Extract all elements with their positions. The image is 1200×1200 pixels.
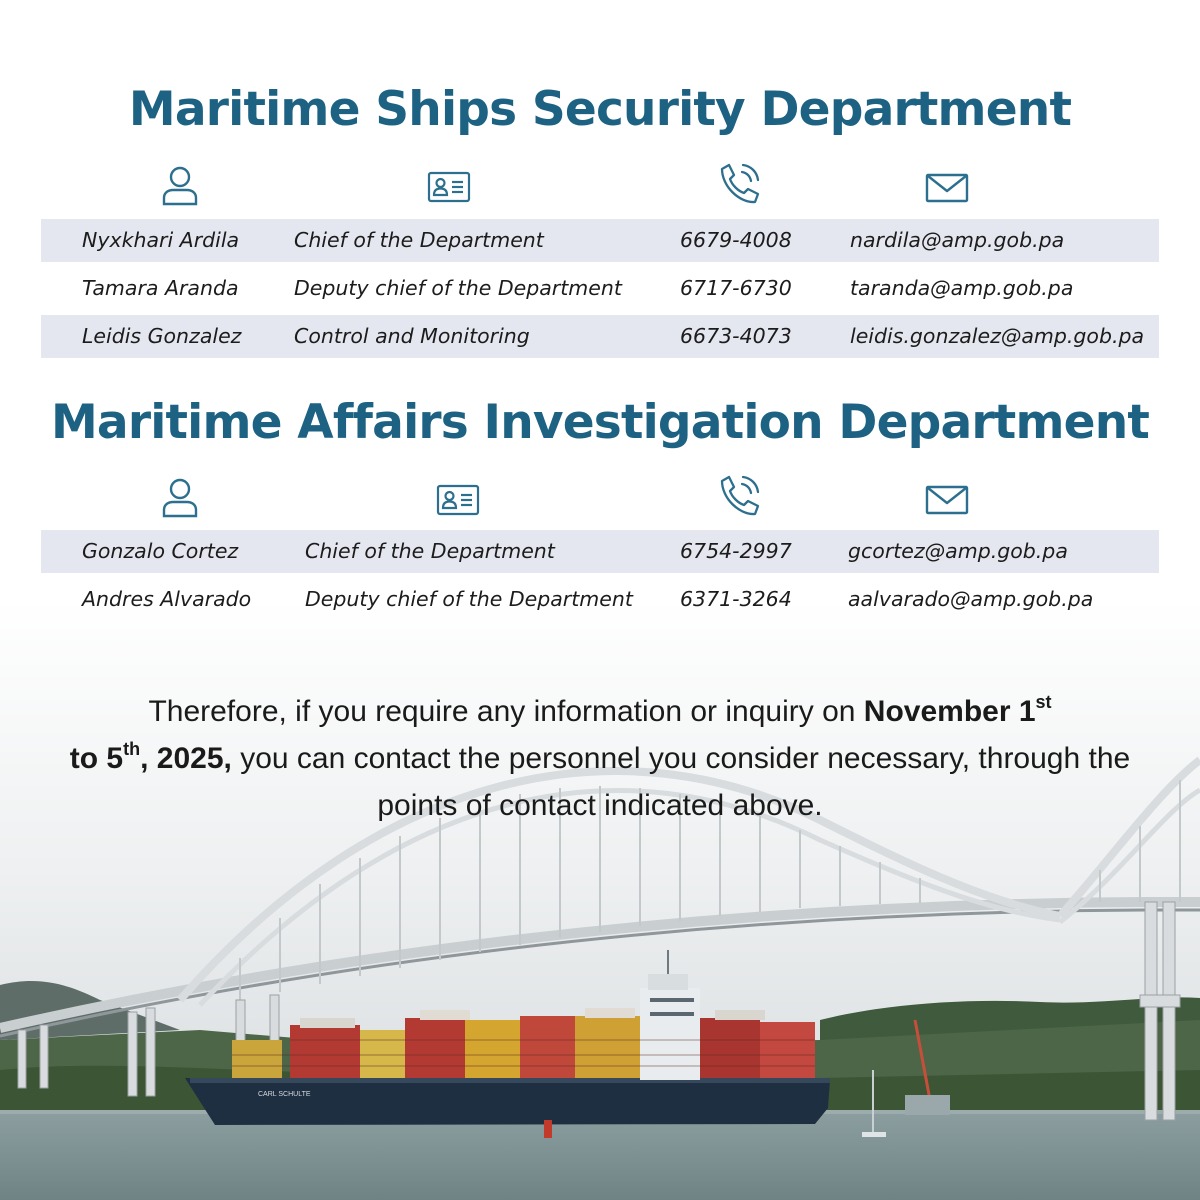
contact-email[interactable]: taranda@amp.gob.pa — [850, 276, 1074, 300]
table-row — [41, 315, 1159, 358]
envelope-icon — [924, 165, 970, 211]
contact-email[interactable]: leidis.gonzalez@amp.gob.pa — [850, 324, 1145, 348]
contact-email[interactable]: gcortez@amp.gob.pa — [848, 539, 1068, 563]
ship-name: CARL SCHULTE — [258, 1091, 311, 1098]
notice-text — [40, 688, 1160, 829]
notice-year: , 2025, — [140, 742, 232, 775]
contact-name: Leidis Gonzalez — [82, 324, 242, 348]
contact-phone[interactable]: 6679-4008 — [680, 228, 792, 252]
contact-phone[interactable]: 6673-4073 — [680, 324, 792, 348]
contact-name: Tamara Aranda — [82, 276, 239, 300]
person-icon — [157, 163, 203, 209]
table-row — [41, 578, 1159, 621]
table-row — [41, 219, 1159, 262]
contact-position: Chief of the Department — [305, 539, 555, 563]
contact-phone[interactable]: 6717-6730 — [680, 276, 792, 300]
contact-position: Deputy chief of the Department — [305, 587, 633, 611]
contact-position: Deputy chief of the Department — [294, 276, 622, 300]
phone-icon — [717, 161, 763, 207]
contact-phone[interactable]: 6754-2997 — [680, 539, 792, 563]
section-1-title: Maritime Ships Security Department — [128, 82, 1072, 137]
notice-date-start: November 1 — [863, 695, 1036, 728]
id-card-icon — [435, 477, 481, 523]
phone-icon — [717, 473, 763, 519]
section-2-title: Maritime Affairs Investigation Department — [50, 395, 1150, 450]
buoy — [544, 1120, 552, 1138]
person-icon — [157, 475, 203, 521]
notice-part1: Therefore, if you require any information or inquiry on — [148, 695, 864, 728]
table-row — [41, 530, 1159, 573]
notice-part2: you can contact the personnel you consider necessary, through the points of contact indicated above. — [231, 742, 1131, 822]
contact-name: Andres Alvarado — [82, 587, 252, 611]
contact-position: Chief of the Department — [294, 228, 544, 252]
envelope-icon — [924, 477, 970, 523]
table-row — [41, 267, 1159, 310]
notice-date-end: to 5 — [69, 742, 124, 775]
contact-name: Nyxkhari Ardila — [82, 228, 240, 252]
contact-email[interactable]: aalvarado@amp.gob.pa — [848, 587, 1094, 611]
id-card-icon — [426, 164, 472, 210]
notice-sup-th: th — [123, 739, 141, 759]
contact-email[interactable]: nardila@amp.gob.pa — [850, 228, 1065, 252]
contact-phone[interactable]: 6371-3264 — [680, 587, 792, 611]
contact-name: Gonzalo Cortez — [82, 539, 239, 563]
contact-position: Control and Monitoring — [294, 324, 530, 348]
notice-sup-st: st — [1035, 692, 1052, 712]
